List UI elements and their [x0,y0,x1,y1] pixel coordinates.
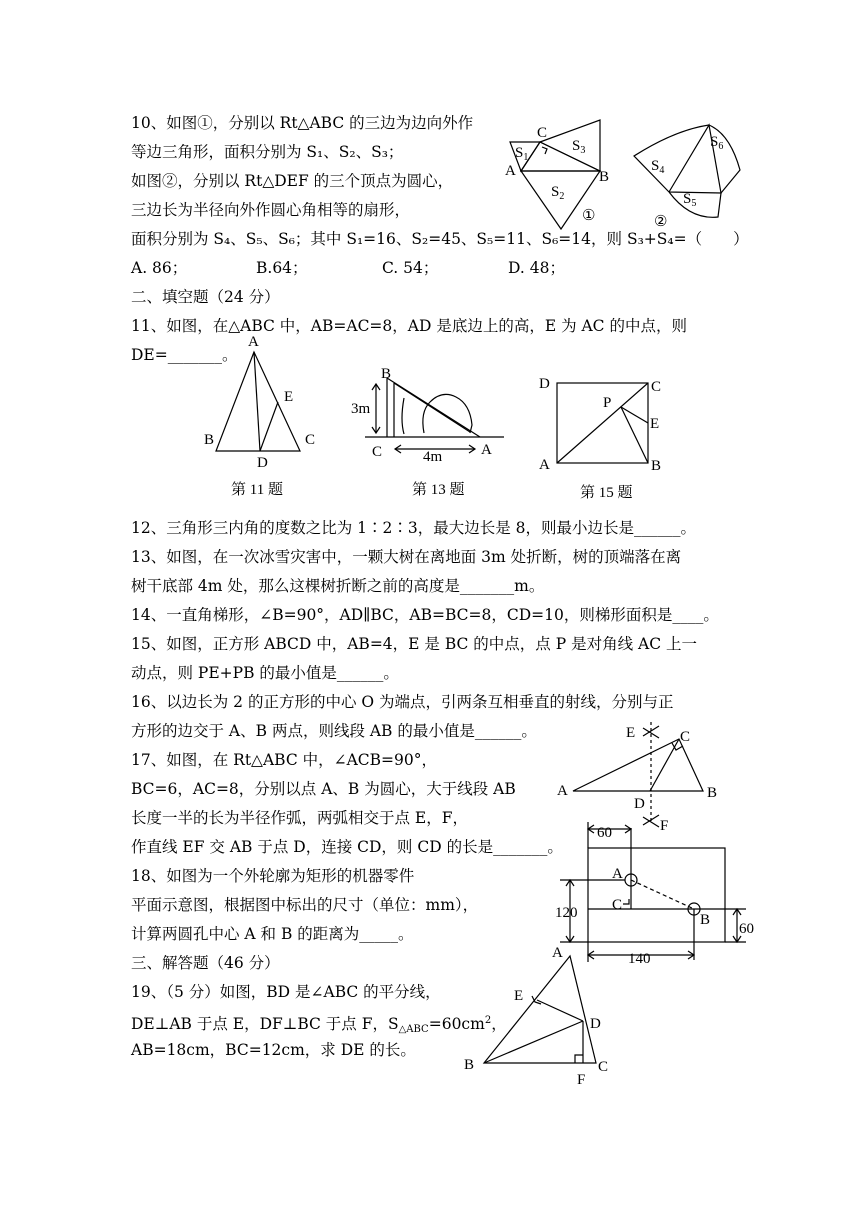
fig2-number: ② [654,214,668,230]
fig2-s4: $S_4$ [651,158,665,176]
q17-line4: 作直线 EF 交 AB 于点 D，连接 CD，则 CD 的长是_______。 [131,838,563,856]
q10-line5: 面积分别为 S₄、S₅、S₆；其中 S₁=16、S₂=45、S₅=11、S₆=14，则 S₃+S₄=（ ） [131,230,749,248]
fig13-label-a: A [481,442,492,458]
q19-line2-text: DE⊥AB 于点 E，DF⊥BC 于点 F，S [131,1015,399,1033]
q15-line1: 15、如图，正方形 ABCD 中，AB=4，E 是 BC 的中点，点 P 是对角线 AC 上一 [131,635,697,653]
q10-option-d: D. 48； [508,259,565,277]
q10-line3: 如图②，分别以 Rt△DEF 的三个顶点为圆心， [131,172,454,190]
fig18-label-b: B [700,912,711,928]
q10-option-a: A. 86； [131,259,188,277]
fig17-label-f: F [660,818,669,834]
fig1-label-a: A [505,163,516,179]
q17-line1: 17、如图，在 Rt△ABC 中，∠ACB=90°， [131,751,438,769]
fig19-label-b: B [464,1057,475,1073]
q10-option-b: B.64； [256,259,308,277]
q18-line3: 计算两圆孔中心 A 和 B 的距离为_____。 [131,925,414,943]
q13-line2: 树干底部 4m 处，那么这棵树折断之前的高度是_______m。 [131,577,545,595]
q15-line2: 动点，则 PE+PB 的最小值是______。 [131,664,399,682]
q19-line1: 19、（5 分）如图，BD 是∠ABC 的平分线， [131,983,441,1001]
q19-line3: AB=18cm，BC=12cm，求 DE 的长。 [131,1041,416,1059]
q10-line1: 10、如图①，分别以 Rt△ABC 的三边为边向外作 [131,114,474,132]
q13-line1: 13、如图，在一次冰雪灾害中，一颗大树在离地面 3m 处折断，树的顶端落在离 [131,548,682,566]
fig13-label-c: C [372,444,383,460]
fig17-label-d: D [634,796,645,812]
fig15-label-b: B [651,458,662,474]
fig18-dim-120: 120 [555,905,578,921]
fig2-s5: $S_5$ [683,191,697,209]
q18-line1: 18、如图为一个外轮廓为矩形的机器零件 [131,867,415,885]
fig11-label-d: D [257,455,268,471]
fig18-dim-60-top: 60 [597,825,612,841]
q19-line2-value: =60cm [428,1015,485,1033]
fig15-label-a: A [539,457,550,473]
fig19-label-c: C [598,1059,609,1075]
q14: 14、一直角梯形，∠B=90°，AD∥BC，AB=BC=8，CD=10，则梯形面积是____。 [131,606,719,624]
fig13-label-b: B [381,366,392,382]
q16-line2: 方形的边交于 A、B 两点，则线段 AB 的最小值是______。 [131,722,537,740]
fig11-label-b: B [204,432,215,448]
fig1-number: ① [582,208,596,224]
fig19-label-a: A [552,945,563,961]
q16-line1: 16、以边长为 2 的正方形的中心 O 为端点，引两条互相垂直的射线，分别与正 [131,693,674,711]
fig17-label-a: A [557,783,568,799]
fig15-label-e: E [650,416,660,432]
q19-line2-sup: 2 [484,1015,492,1026]
fig19-label-f: F [577,1072,586,1088]
q11-line2: DE=_______。 [131,346,238,364]
q10-option-c: C. 54； [382,259,439,277]
fig19-label-d: D [590,1016,601,1032]
q17-line3: 长度一半的长为半径作弧，两弧相交于点 E，F， [131,809,468,827]
q11-line1: 11、如图，在△ABC 中，AB=AC=8，AD 是底边上的高，E 为 AC 的中点，则 [131,317,687,335]
fig18-dim-60-right: 60 [739,921,754,937]
q19-line2-sub: △ABC [398,1024,429,1035]
q18-line2: 平面示意图，根据图中标出的尺寸（单位：mm）， [131,896,479,914]
fig18-label-a: A [612,866,623,882]
fig1-s1: $S_1$ [515,145,529,163]
fig17-label-c: C [680,729,691,745]
fig19-label-e: E [514,988,524,1004]
fig17-label-e: E [626,725,636,741]
q19-line2-end: ， [491,1015,507,1033]
fig1-s3: $S_3$ [572,138,586,156]
fig11-label-c: C [305,432,316,448]
section-2-heading: 二、填空题（24 分） [131,288,280,306]
fig13-label-height: 3m [351,401,371,417]
fig15-caption: 第 15 题 [580,485,633,501]
fig15-label-d: D [539,376,550,392]
q10-line2: 等边三角形，面积分别为 S₁、S₂、S₃； [131,143,404,161]
q10-line4: 三边长为半径向外作圆心角相等的扇形， [131,201,411,219]
fig2-s6: $S_6$ [710,134,724,152]
q17-line2: BC=6，AC=8，分别以点 A、B 为圆心，大于线段 AB [131,780,516,798]
fig18-label-c: C [612,897,623,913]
fig11-label-e: E [284,389,294,405]
fig1-label-c: C [537,125,548,141]
fig11-caption: 第 11 题 [231,482,283,498]
fig13-label-width: 4m [423,449,443,465]
fig13-caption: 第 13 题 [412,482,465,498]
fig15-label-p: P [603,395,612,411]
fig17-label-b: B [707,785,718,801]
section-3-heading: 三、解答题（46 分） [131,954,280,972]
fig1-label-b: B [599,169,610,185]
q12: 12、三角形三内角的度数之比为 1∶2∶3，最大边长是 8，则最小边长是______。 [131,519,697,537]
fig18-dim-140: 140 [628,951,651,967]
fig15-label-c: C [651,379,662,395]
fig11-label-a: A [248,334,259,350]
fig1-s2: $S_2$ [551,184,565,202]
